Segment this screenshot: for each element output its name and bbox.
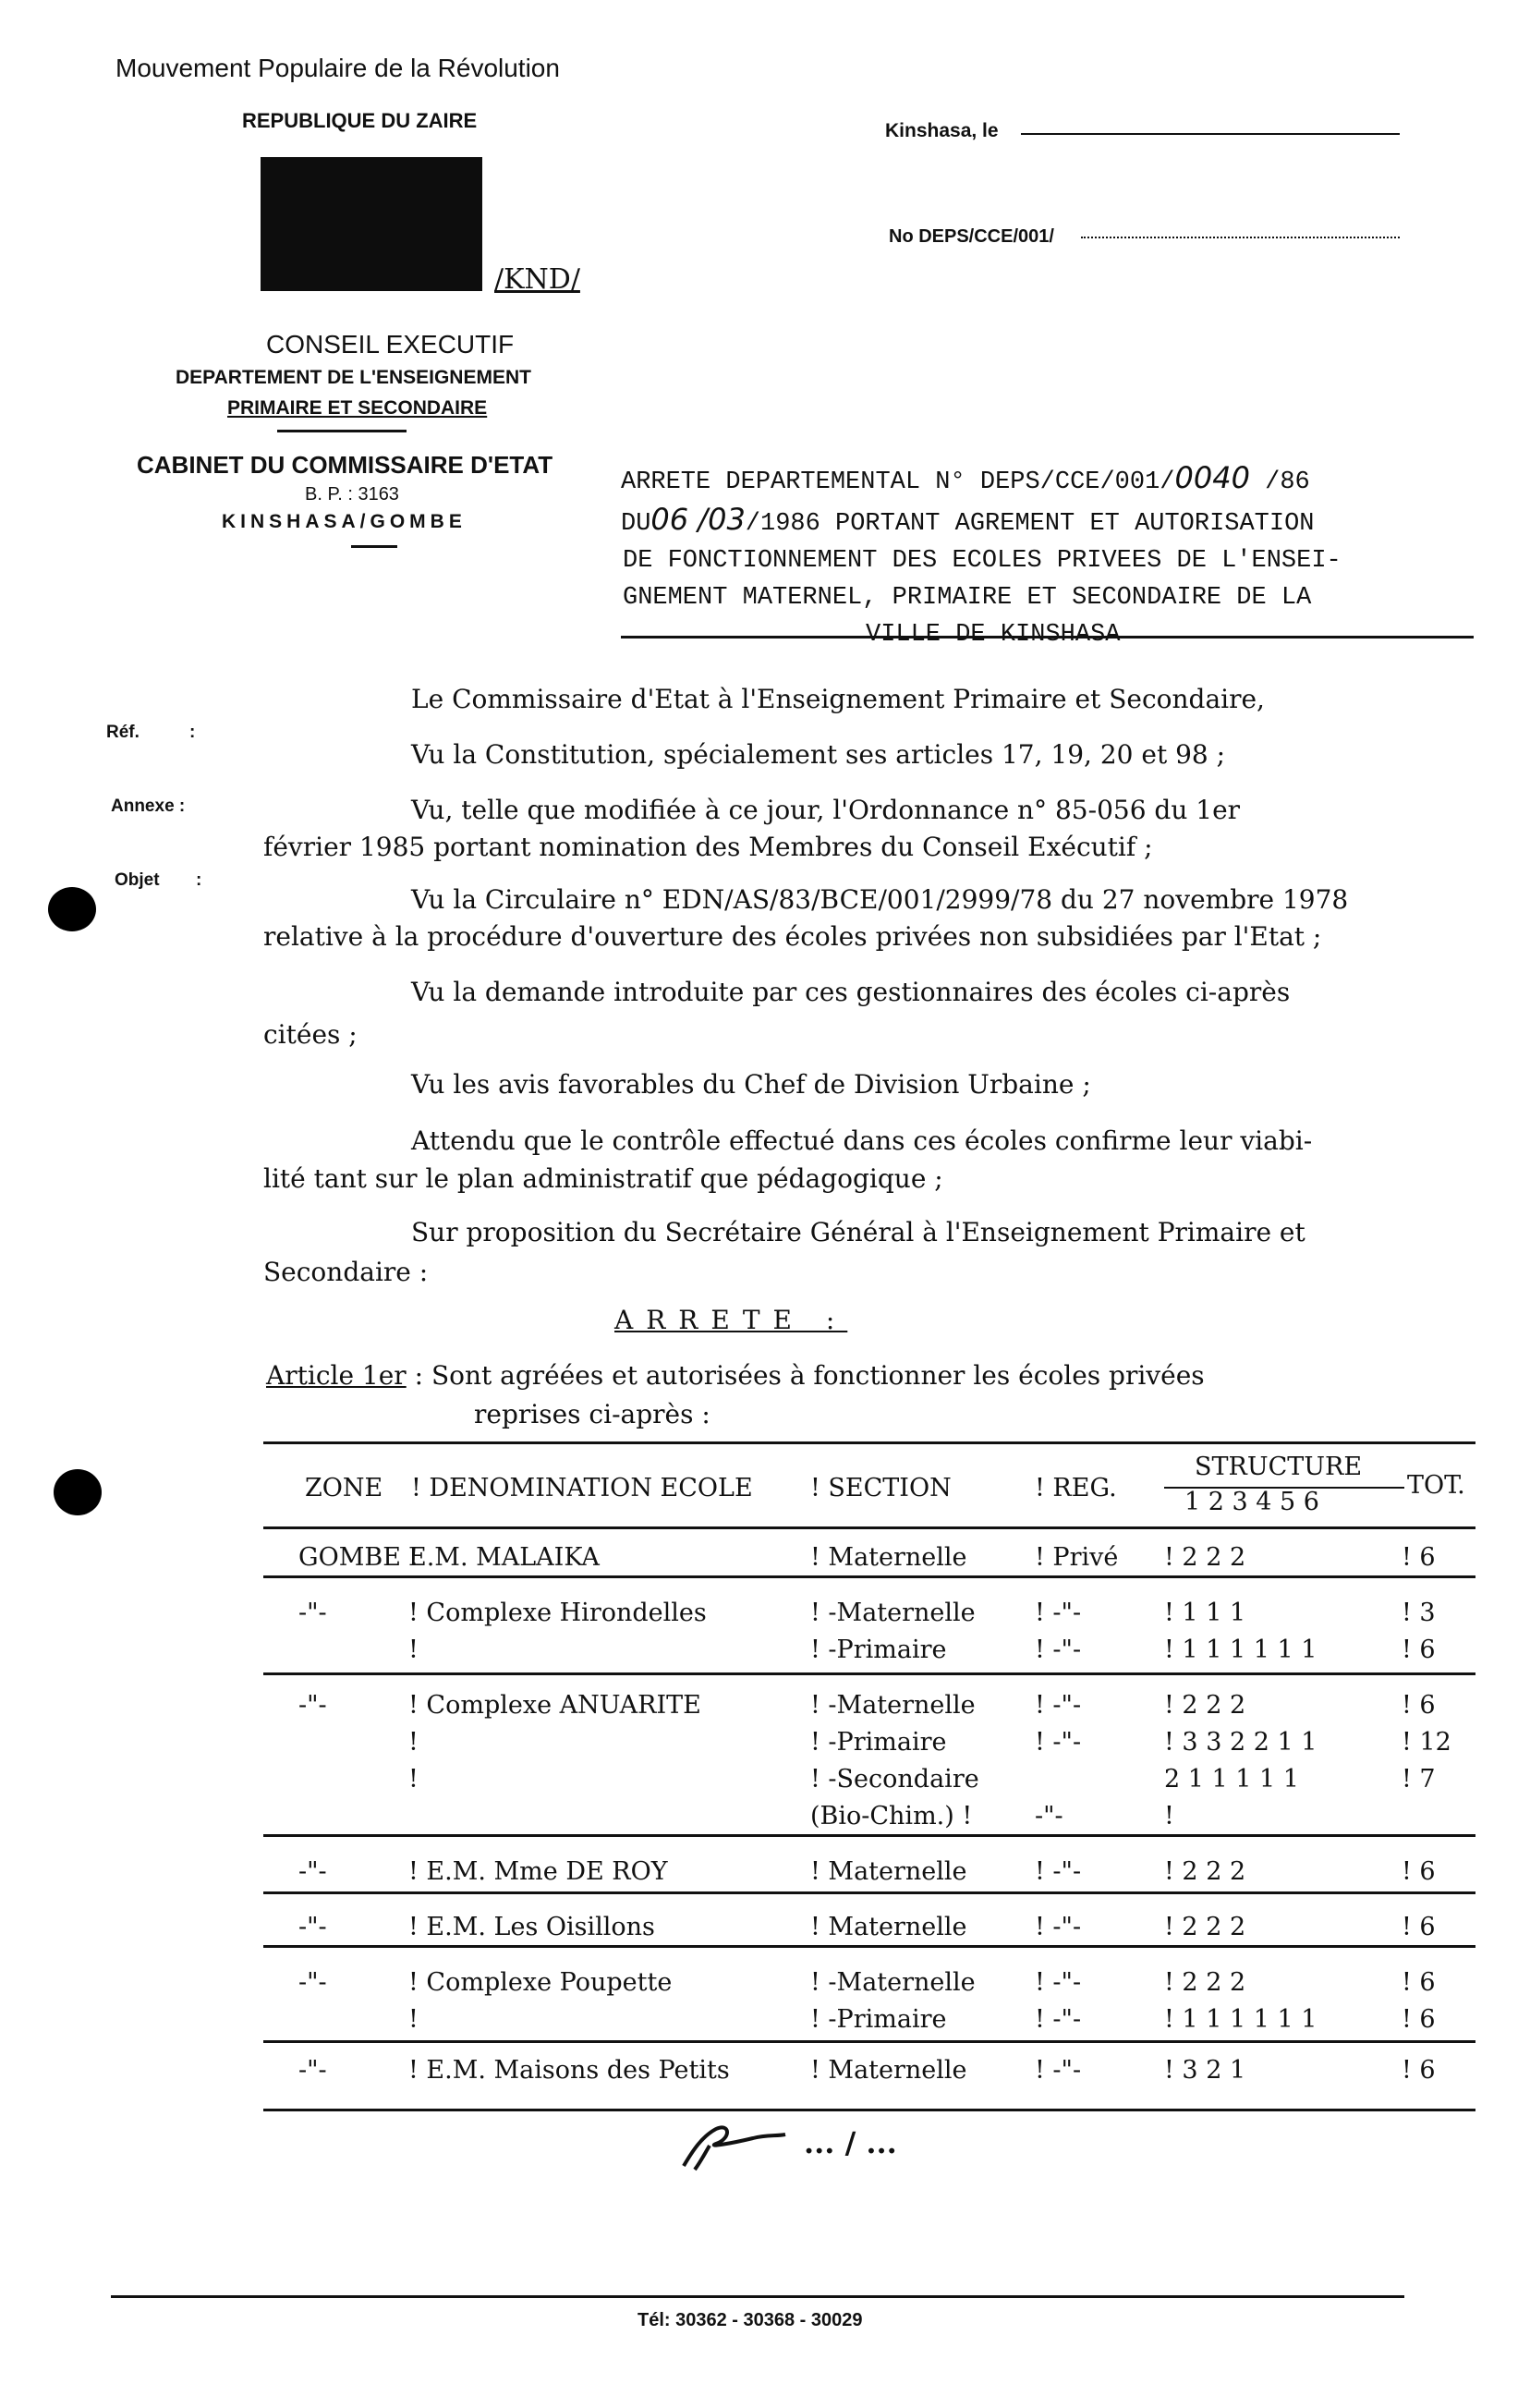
table-cell-tot: ! 6 (1402, 1968, 1436, 1997)
table-rule (263, 1575, 1475, 1578)
body-line: février 1985 portant nomination des Membres du Conseil Exécutif ; (263, 832, 1153, 862)
table-cell-name: ! Complexe Hirondelles (408, 1599, 707, 1627)
table-cell-section: ! Maternelle (810, 1913, 967, 1941)
table-cell-structure: ! 2 2 2 (1164, 1913, 1246, 1941)
table-cell-tot: ! 6 (1402, 1691, 1436, 1720)
table-cell-name: ! (408, 1728, 419, 1757)
postal-box: B. P. : 3163 (305, 484, 399, 505)
table-cell-zone: GOMBE ! (298, 1543, 419, 1572)
decree-title (621, 459, 1342, 653)
table-cell-name: ! (408, 1636, 419, 1664)
decree-number: 0040 (1174, 460, 1250, 495)
table-cell-name: ! Complexe Poupette (408, 1968, 673, 1997)
table-cell-tot: ! 3 (1402, 1599, 1436, 1627)
table-cell-name: ! E.M. Mme DE ROY (408, 1857, 668, 1886)
table-cell-section: ! Maternelle (810, 1857, 967, 1886)
number-line (1081, 237, 1400, 238)
divider (277, 430, 407, 432)
table-cell-reg: -"- (1035, 1802, 1063, 1830)
title-line-2: /1986 PORTANT AGREMENT ET AUTORISATION (745, 510, 1315, 538)
title-line-3: DE FONCTIONNEMENT DES ECOLES PRIVEES DE L'ENSEI- (623, 547, 1342, 575)
table-cell-reg: ! Privé (1035, 1543, 1119, 1572)
table-cell-structure: ! 1 1 1 (1164, 1599, 1246, 1627)
table-cell-structure: ! 3 3 2 2 1 1 (1164, 1728, 1318, 1757)
redacted-seal (261, 157, 482, 291)
table-cell-name: E.M. MALAIKA (408, 1543, 600, 1572)
table-cell-reg: ! -"- (1035, 1968, 1082, 1997)
table-cell-name: ! (408, 1765, 419, 1794)
number-label: No DEPS/CCE/001/ (889, 226, 1054, 247)
table-cell-tot: ! 6 (1402, 1636, 1436, 1664)
table-rule (263, 1945, 1475, 1948)
body-line: relative à la procédure d'ouverture des écoles privées non subsidiées par l'Etat ; (263, 921, 1322, 952)
table-cell-zone: -"- (298, 1968, 327, 1997)
table-cell-section: ! -Primaire (810, 1636, 947, 1664)
table-rule (263, 2109, 1475, 2111)
table-cell-structure: ! 2 2 2 (1164, 1968, 1246, 1997)
table-cell-tot: ! 6 (1402, 2005, 1436, 2034)
body-line: Vu la Circulaire n° EDN/AS/83/BCE/001/2999/78 du 27 novembre 1978 (411, 884, 1349, 915)
table-cell-tot: ! 12 (1402, 1728, 1451, 1757)
ref-label: Réf. (106, 723, 140, 742)
ref-colon: : (189, 723, 196, 742)
divider (351, 545, 397, 548)
punch-hole (48, 887, 96, 931)
annexe-label: Annexe : (111, 797, 186, 816)
table-cell-name: ! (408, 2005, 419, 2034)
table-cell-reg: ! -"- (1035, 1599, 1082, 1627)
objet-colon: : (196, 870, 202, 890)
body-line: Vu les avis favorables du Chef de Division Urbaine ; (411, 1069, 1091, 1100)
table-cell-tot: ! 6 (1402, 1857, 1436, 1886)
article-1-label: Article 1er (266, 1360, 407, 1391)
table-cell-zone: -"- (298, 1599, 327, 1627)
arrete-heading: ARRETE : (614, 1305, 848, 1335)
table-cell-structure: 2 1 1 1 1 1 (1164, 1765, 1299, 1794)
table-rule (263, 1891, 1475, 1894)
table-cell-zone: -"- (298, 2056, 327, 2085)
article-1 (266, 1360, 1205, 1391)
title-year: /86 (1249, 468, 1310, 496)
table-rule (263, 2040, 1475, 2043)
table-cell-section: ! Maternelle (810, 1543, 967, 1572)
body-line: Secondaire : (263, 1257, 429, 1287)
signature-mark (674, 2118, 795, 2173)
table-cell-zone: -"- (298, 1691, 327, 1720)
place-date-label: Kinshasa, le (885, 120, 999, 141)
header-structure: STRUCTURE (1195, 1453, 1363, 1481)
date-line (1021, 133, 1400, 135)
decree-date: 06 /03 (650, 502, 746, 537)
table-cell-structure: ! 1 1 1 1 1 1 (1164, 2005, 1318, 2034)
table-cell-reg: ! -"- (1035, 2056, 1082, 2085)
table-cell-reg: ! -"- (1035, 2005, 1082, 2034)
reference-suffix: /KND/ (494, 263, 580, 296)
table-cell-reg: ! -"- (1035, 1636, 1082, 1664)
table-cell-structure: ! 3 2 1 (1164, 2056, 1246, 2085)
article-1-text: : Sont agréées et autorisées à fonctionner les écoles privées (406, 1360, 1205, 1391)
republic-heading: REPUBLIQUE DU ZAIRE (242, 109, 478, 132)
table-cell-section: ! -Primaire (810, 1728, 947, 1757)
body-line: lité tant sur le plan administratif que pédagogique ; (263, 1163, 943, 1194)
header-section: ! SECTION (810, 1474, 952, 1502)
table-rule (263, 1834, 1475, 1837)
table-cell-name: ! E.M. Les Oisillons (408, 1913, 655, 1941)
table-cell-structure: ! 2 2 2 (1164, 1857, 1246, 1886)
city-heading: KINSHASA/GOMBE (222, 511, 467, 532)
table-cell-reg: ! -"- (1035, 1857, 1082, 1886)
header-total: TOT. (1407, 1471, 1465, 1500)
header-zone: ZONE (305, 1474, 383, 1502)
body-line: Attendu que le contrôle effectué dans ces écoles confirme leur viabi- (411, 1125, 1313, 1156)
movement-heading: Mouvement Populaire de la Révolution (115, 54, 560, 82)
table-cell-section: ! -Primaire (810, 2005, 947, 2034)
header-reg: ! REG. (1035, 1474, 1117, 1502)
table-cell-structure: ! 1 1 1 1 1 1 (1164, 1636, 1318, 1664)
punch-hole (54, 1469, 102, 1515)
table-cell-section: ! Maternelle (810, 2056, 967, 2085)
title-underline (621, 636, 1474, 638)
table-cell-section: ! -Maternelle (810, 1691, 976, 1720)
body-line: Sur proposition du Secrétaire Général à l'Enseignement Primaire et (411, 1217, 1305, 1247)
table-rule (263, 1441, 1475, 1444)
cabinet-heading: CABINET DU COMMISSAIRE D'ETAT (137, 451, 553, 479)
table-cell-structure: ! 2 2 2 (1164, 1543, 1246, 1572)
council-heading: CONSEIL EXECUTIF (266, 330, 515, 359)
table-cell-section: ! -Maternelle (810, 1968, 976, 1997)
body-line: Vu la Constitution, spécialement ses articles 17, 19, 20 et 98 ; (411, 739, 1226, 770)
body-line: Vu, telle que modifiée à ce jour, l'Ordonnance n° 85-056 du 1er (411, 795, 1241, 825)
body-line: citées ; (263, 1019, 358, 1050)
table-cell-tot: ! 6 (1402, 1543, 1436, 1572)
table-cell-tot: ! 7 (1402, 1765, 1436, 1794)
table-cell-reg: ! -"- (1035, 1691, 1082, 1720)
table-rule (263, 1672, 1475, 1675)
table-cell-zone: -"- (298, 1857, 327, 1886)
table-cell-tot: ! 6 (1402, 2056, 1436, 2085)
table-cell-reg: ! -"- (1035, 1913, 1082, 1941)
body-line: Le Commissaire d'Etat à l'Enseignement Primaire et Secondaire, (411, 684, 1265, 714)
article-1-text-cont: reprises ci-après : (474, 1399, 710, 1429)
footer-rule (111, 2295, 1404, 2298)
continued-marker: ... / ... (804, 2125, 897, 2160)
department-heading: DEPARTEMENT DE L'ENSEIGNEMENT (176, 367, 531, 388)
table-cell-section: ! -Secondaire (810, 1765, 979, 1794)
header-levels: 1 2 3 4 5 6 (1184, 1488, 1319, 1516)
title-line-5: VILLE DE KINSHASA (866, 621, 1121, 649)
phone-numbers: Tél: 30362 - 30368 - 30029 (638, 2310, 863, 2330)
title-line-1: ARRETE DEPARTEMENTAL N° DEPS/CCE/001/ (621, 468, 1175, 496)
table-cell-section: ! -Maternelle (810, 1599, 976, 1627)
table-cell-structure: ! (1164, 1802, 1174, 1830)
table-cell-reg: ! -"- (1035, 1728, 1082, 1757)
header-name: ! DENOMINATION ECOLE (411, 1474, 753, 1502)
table-cell-section: (Bio-Chim.) ! (810, 1802, 973, 1830)
title-line-2-prefix: DU (621, 510, 651, 538)
department-subheading: PRIMAIRE ET SECONDAIRE (227, 397, 488, 419)
table-cell-name: ! Complexe ANUARITE (408, 1691, 701, 1720)
table-cell-tot: ! 6 (1402, 1913, 1436, 1941)
table-rule (263, 1526, 1475, 1529)
objet-label: Objet (115, 870, 160, 890)
table-cell-structure: ! 2 2 2 (1164, 1691, 1246, 1720)
title-line-4: GNEMENT MATERNEL, PRIMAIRE ET SECONDAIRE DE LA (623, 584, 1312, 612)
table-cell-zone: -"- (298, 1913, 327, 1941)
table-cell-name: ! E.M. Maisons des Petits (408, 2056, 730, 2085)
body-line: Vu la demande introduite par ces gestionnaires des écoles ci-après (411, 977, 1291, 1007)
